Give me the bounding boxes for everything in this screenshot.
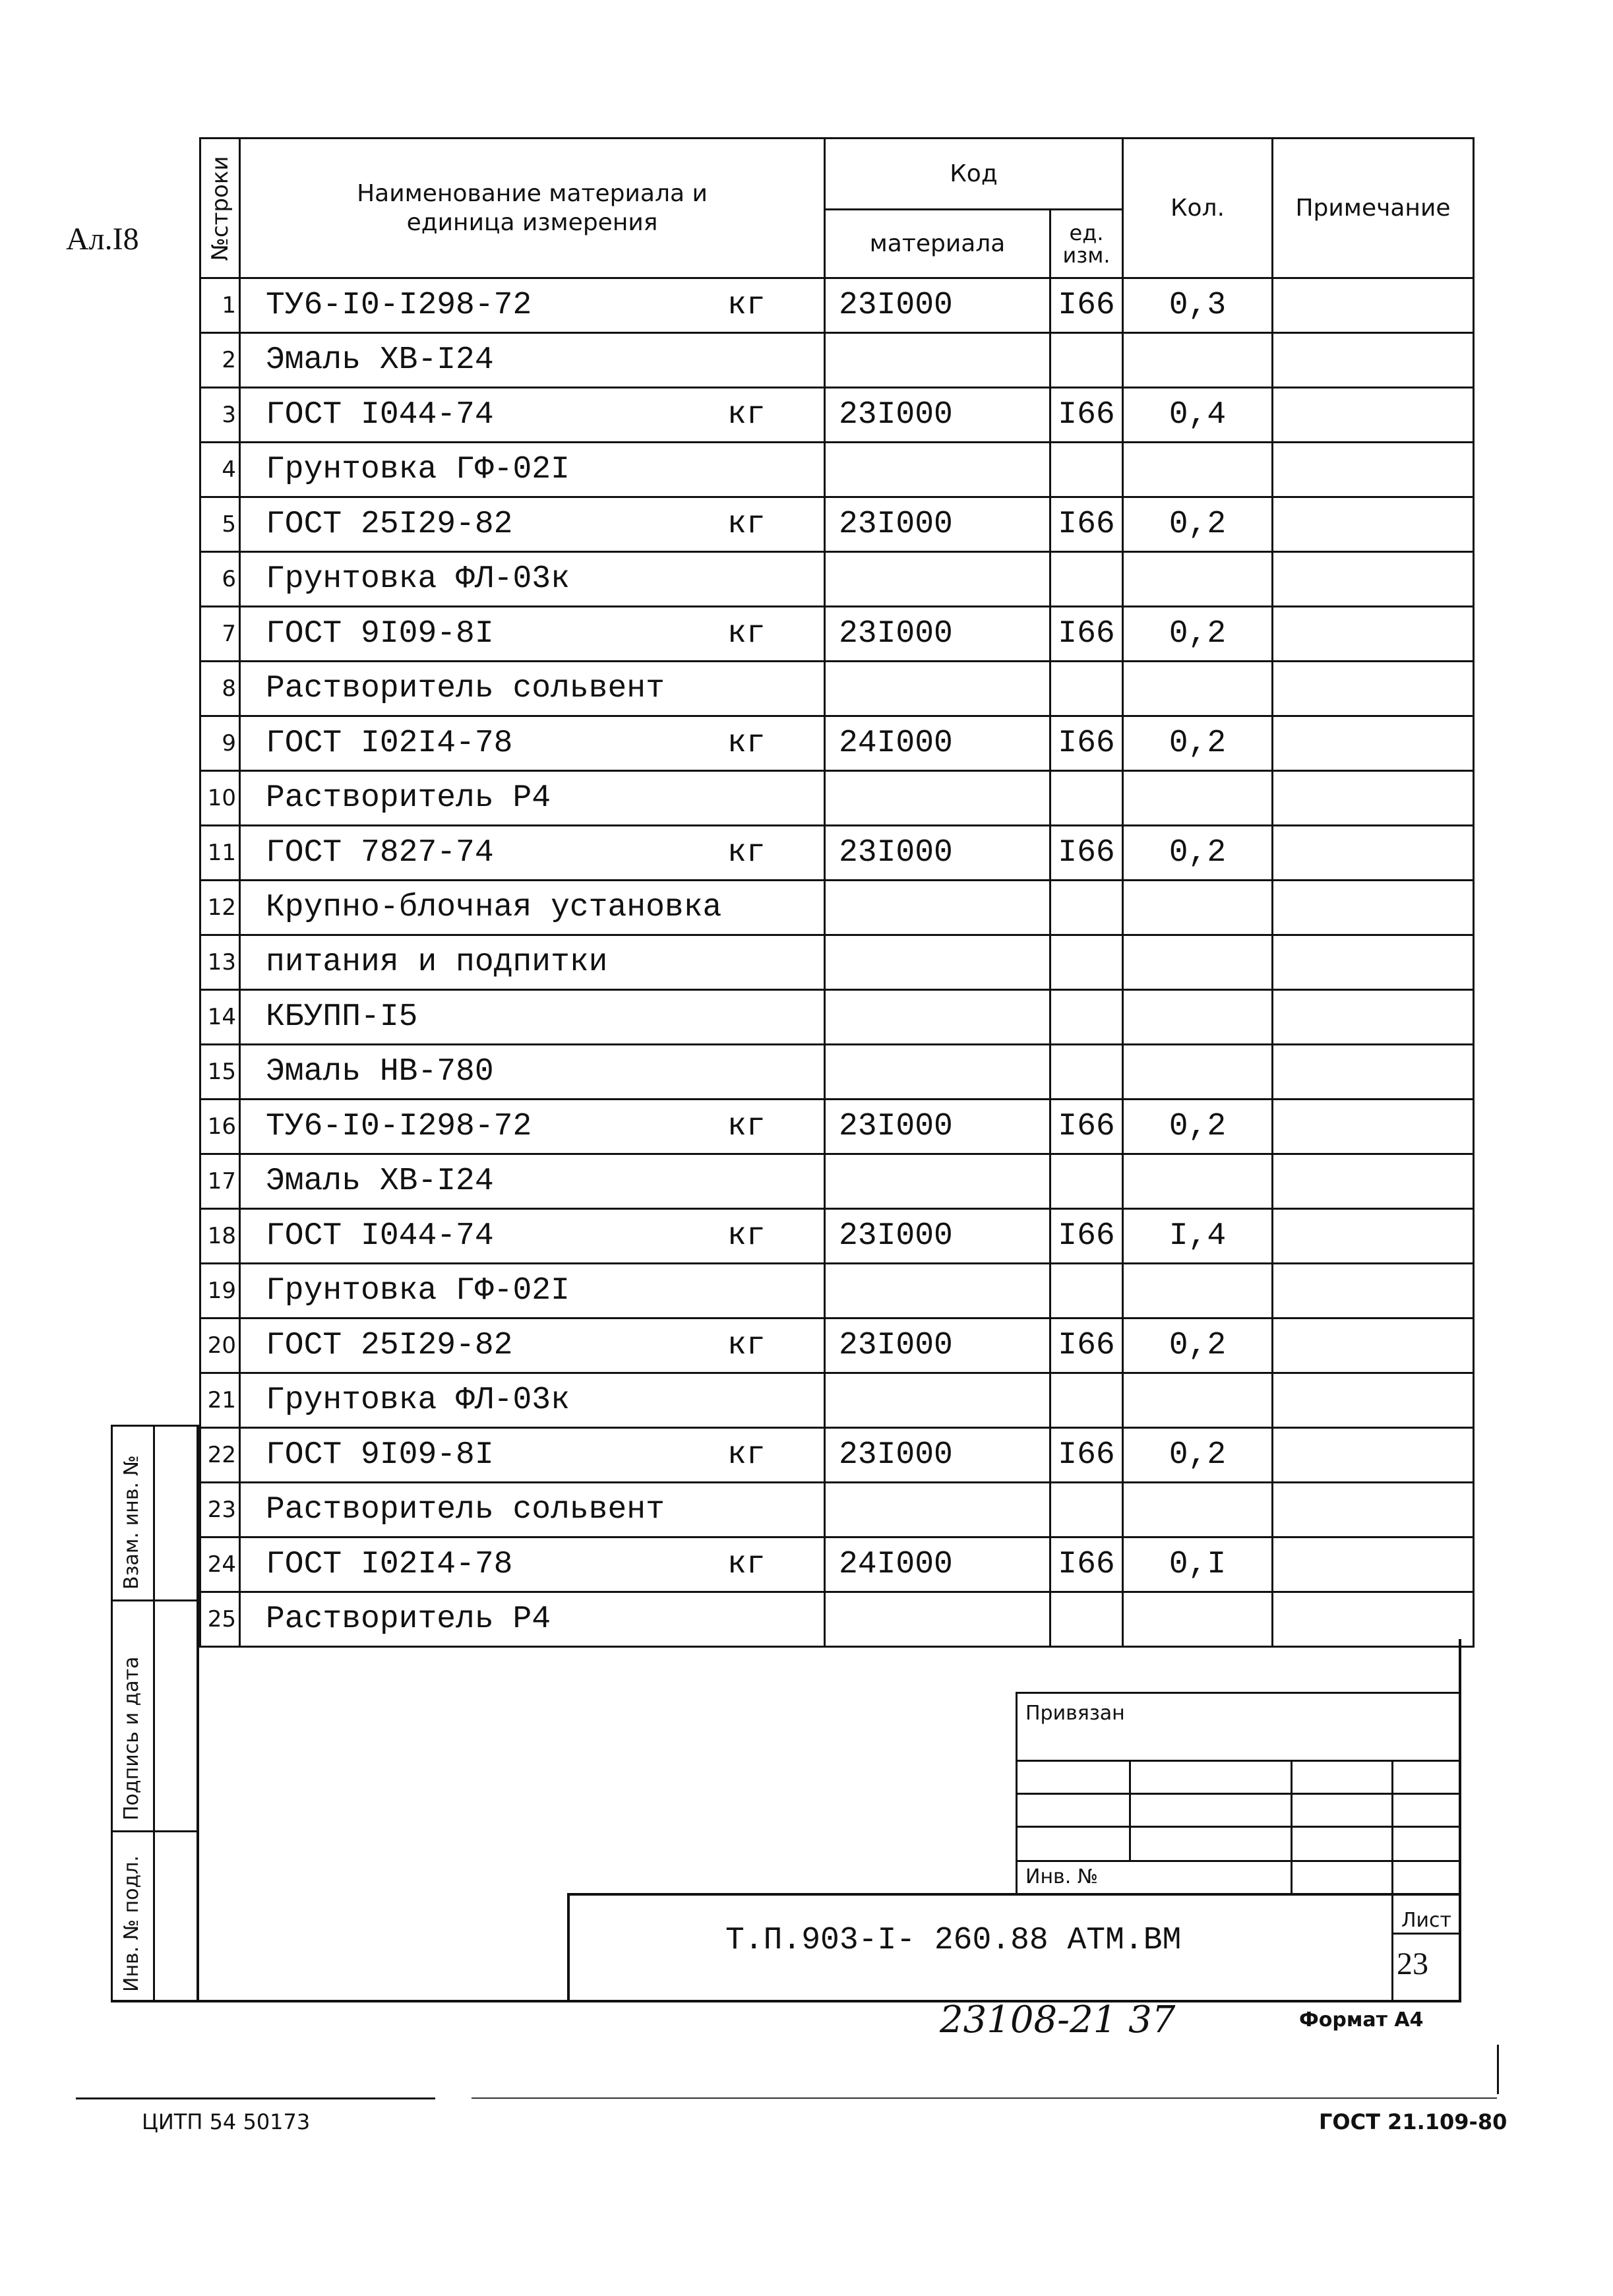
material-name-cell — [240, 1428, 825, 1483]
row-number-cell: 1 — [200, 278, 240, 333]
material-name: ТУ6-I0-I298-72 — [266, 1109, 532, 1144]
table-row — [200, 1537, 1474, 1592]
note-cell — [1273, 1264, 1474, 1319]
quantity-cell: I,4 — [1123, 1209, 1273, 1264]
material-code-cell — [825, 443, 1050, 497]
note-cell — [1273, 1428, 1474, 1483]
material-code-cell — [825, 333, 1050, 388]
table-row — [200, 1100, 1474, 1154]
material-name: Растворитель сольвент — [266, 671, 665, 706]
quantity-cell: 0,3 — [1123, 278, 1273, 333]
row-number-cell: 15 — [200, 1045, 240, 1100]
unit-code-cell — [1050, 881, 1123, 935]
note-cell — [1273, 1100, 1474, 1154]
material-name: Грунтовка ФЛ-03к — [266, 1382, 570, 1418]
material-name: ГОСТ 7827-74 — [266, 835, 494, 871]
unit-code-cell — [1050, 771, 1123, 826]
material-name-cell — [240, 552, 825, 607]
row-number-cell: 6 — [200, 552, 240, 607]
header-quantity: Кол. — [1123, 139, 1273, 278]
row-number-cell: 18 — [200, 1209, 240, 1264]
title-block-left — [567, 1893, 570, 2002]
row-number-cell: 9 — [200, 716, 240, 771]
unit-name: кг — [727, 397, 766, 433]
table-row — [200, 716, 1474, 771]
header-row-number-label: №строки — [206, 156, 233, 261]
material-name-cell — [240, 935, 825, 990]
quantity-cell — [1123, 1045, 1273, 1100]
material-name-cell — [240, 1373, 825, 1428]
unit-code-cell: I66 — [1050, 278, 1123, 333]
table-row — [200, 388, 1474, 443]
material-name-cell — [240, 278, 825, 333]
document-code: Т.П.903-I- 260.88 АТМ.ВМ — [725, 1923, 1182, 1958]
material-name-cell — [240, 1483, 825, 1537]
table-row — [200, 662, 1474, 716]
material-code-cell — [825, 881, 1050, 935]
title-block-sheet-divider — [1391, 1893, 1393, 2002]
table-row — [200, 278, 1474, 333]
inv-number-label: Инв. № — [1025, 1865, 1099, 1888]
material-name-cell — [240, 1154, 825, 1209]
row-number-cell: 8 — [200, 662, 240, 716]
material-code-cell — [825, 990, 1050, 1045]
table-row — [200, 826, 1474, 881]
header-row-number — [200, 139, 240, 278]
note-cell — [1273, 662, 1474, 716]
material-name: ТУ6-I0-I298-72 — [266, 288, 532, 323]
material-code-cell: 23I000 — [825, 1209, 1050, 1264]
privyazan-label: Привязан — [1025, 1702, 1125, 1725]
table-row — [200, 497, 1474, 552]
material-name-cell — [240, 607, 825, 662]
row-number-cell: 25 — [200, 1592, 240, 1647]
material-name: Грунтовка ГФ-02I — [266, 1273, 570, 1309]
material-name: Грунтовка ФЛ-03к — [266, 561, 570, 597]
privyazan-vline-3 — [1391, 1760, 1393, 1893]
table-row — [200, 1319, 1474, 1373]
quantity-cell — [1123, 552, 1273, 607]
material-name-cell — [240, 990, 825, 1045]
unit-code-cell — [1050, 443, 1123, 497]
material-name: Эмаль НВ-780 — [266, 1054, 494, 1090]
row-number-cell: 12 — [200, 881, 240, 935]
unit-name: кг — [727, 835, 766, 871]
gost-mark: ГОСТ 21.109-80 — [1319, 2109, 1507, 2134]
material-code-cell: 23I000 — [825, 497, 1050, 552]
material-name-cell — [240, 826, 825, 881]
material-name: КБУПП-I5 — [266, 999, 418, 1035]
title-block-top — [567, 1893, 1461, 1896]
material-code-cell — [825, 1483, 1050, 1537]
material-code-cell — [825, 1264, 1050, 1319]
row-number-cell: 13 — [200, 935, 240, 990]
unit-code-cell — [1050, 935, 1123, 990]
note-cell — [1273, 1592, 1474, 1647]
material-name: Эмаль ХВ-I24 — [266, 1164, 494, 1199]
material-code-cell — [825, 552, 1050, 607]
unit-code-cell — [1050, 552, 1123, 607]
material-name-cell — [240, 1100, 825, 1154]
table-row — [200, 1373, 1474, 1428]
material-code-cell: 23I000 — [825, 607, 1050, 662]
unit-name: кг — [727, 507, 766, 542]
title-block-sheet-hline — [1391, 1933, 1461, 1935]
quantity-cell — [1123, 443, 1273, 497]
material-name: ГОСТ I044-74 — [266, 1218, 494, 1254]
note-cell — [1273, 990, 1474, 1045]
note-cell — [1273, 881, 1474, 935]
material-code-cell: 23I000 — [825, 1319, 1050, 1373]
material-name-cell — [240, 1537, 825, 1592]
note-cell — [1273, 278, 1474, 333]
row-number-cell: 11 — [200, 826, 240, 881]
unit-code-cell: I66 — [1050, 1100, 1123, 1154]
side-stamp-border-top — [111, 1425, 198, 1427]
unit-code-cell — [1050, 1045, 1123, 1100]
material-name: Растворитель Р4 — [266, 780, 551, 816]
material-name: Растворитель сольвент — [266, 1492, 665, 1528]
row-number-cell: 19 — [200, 1264, 240, 1319]
unit-code-cell: I66 — [1050, 388, 1123, 443]
note-cell — [1273, 333, 1474, 388]
note-cell — [1273, 1045, 1474, 1100]
privyazan-divider-2 — [1016, 1793, 1461, 1795]
privyazan-divider-3 — [1016, 1826, 1461, 1828]
material-name-cell — [240, 333, 825, 388]
material-name: ГОСТ 9I09-8I — [266, 616, 494, 652]
material-name: ГОСТ I02I4-78 — [266, 1547, 513, 1582]
material-name-cell — [240, 771, 825, 826]
table-row — [200, 1592, 1474, 1647]
quantity-cell — [1123, 333, 1273, 388]
table-row — [200, 1154, 1474, 1209]
quantity-cell: 0,2 — [1123, 1319, 1273, 1373]
side-stamp-divider-2 — [111, 1830, 198, 1832]
note-cell — [1273, 771, 1474, 826]
side-stamp-podpis-data: Подпись и дата — [120, 1656, 143, 1820]
row-number-cell: 4 — [200, 443, 240, 497]
note-cell — [1273, 935, 1474, 990]
material-name-cell — [240, 497, 825, 552]
unit-code-cell: I66 — [1050, 1319, 1123, 1373]
unit-code-cell — [1050, 333, 1123, 388]
row-number-cell: 22 — [200, 1428, 240, 1483]
unit-code-cell: I66 — [1050, 607, 1123, 662]
quantity-cell — [1123, 990, 1273, 1045]
unit-name: кг — [727, 1437, 766, 1473]
material-name: Растворитель Р4 — [266, 1601, 551, 1637]
material-name-cell — [240, 1319, 825, 1373]
table-row — [200, 1428, 1474, 1483]
quantity-cell — [1123, 771, 1273, 826]
header-unit-code-label: ед. изм. — [1062, 220, 1111, 268]
frame-left-line — [197, 1425, 199, 2002]
quantity-cell — [1123, 1264, 1273, 1319]
quantity-cell: 0,2 — [1123, 1100, 1273, 1154]
quantity-cell: 0,2 — [1123, 716, 1273, 771]
material-code-cell — [825, 771, 1050, 826]
unit-code-cell: I66 — [1050, 1537, 1123, 1592]
quantity-cell — [1123, 1373, 1273, 1428]
format-label: Формат А4 — [1299, 2008, 1424, 2032]
table-row — [200, 1264, 1474, 1319]
material-code-cell: 23I000 — [825, 388, 1050, 443]
material-name: ГОСТ I044-74 — [266, 397, 494, 433]
table-row — [200, 935, 1474, 990]
material-code-cell — [825, 935, 1050, 990]
material-name-cell — [240, 388, 825, 443]
table-row — [200, 1045, 1474, 1100]
note-cell — [1273, 552, 1474, 607]
quantity-cell — [1123, 881, 1273, 935]
material-code-cell: 24I000 — [825, 1537, 1050, 1592]
note-cell — [1273, 1319, 1474, 1373]
header-code: Код — [825, 139, 1123, 210]
sheet-number: 23 — [1397, 1946, 1428, 1981]
row-number-cell: 3 — [200, 388, 240, 443]
material-name: Крупно-блочная установка — [266, 890, 722, 925]
unit-code-cell: I66 — [1050, 1209, 1123, 1264]
note-cell — [1273, 716, 1474, 771]
unit-name: кг — [727, 616, 766, 652]
header-unit-code — [1050, 210, 1123, 278]
handwritten-number: 23108-21 37 — [940, 1999, 1176, 2041]
quantity-cell: 0,2 — [1123, 826, 1273, 881]
side-stamp-border-mid — [153, 1425, 155, 2001]
row-number-cell: 5 — [200, 497, 240, 552]
note-cell — [1273, 388, 1474, 443]
note-cell — [1273, 1483, 1474, 1537]
material-code-cell: 23I000 — [825, 278, 1050, 333]
material-name-cell — [240, 1592, 825, 1647]
quantity-cell — [1123, 1154, 1273, 1209]
note-cell — [1273, 1209, 1474, 1264]
quantity-cell: 0,2 — [1123, 607, 1273, 662]
note-cell — [1273, 826, 1474, 881]
row-number-cell: 17 — [200, 1154, 240, 1209]
material-name-cell — [240, 1045, 825, 1100]
row-number-cell: 21 — [200, 1373, 240, 1428]
unit-code-cell: I66 — [1050, 497, 1123, 552]
material-code-cell — [825, 662, 1050, 716]
table-body — [200, 278, 1474, 1647]
unit-code-cell — [1050, 662, 1123, 716]
material-name: Грунтовка ГФ-02I — [266, 452, 570, 487]
material-code-cell — [825, 1045, 1050, 1100]
row-number-cell: 20 — [200, 1319, 240, 1373]
material-name: Эмаль ХВ-I24 — [266, 342, 494, 378]
material-name-cell — [240, 662, 825, 716]
material-name: питания и подпитки — [266, 945, 608, 980]
unit-code-cell: I66 — [1050, 1428, 1123, 1483]
unit-code-cell: I66 — [1050, 826, 1123, 881]
material-code-cell — [825, 1592, 1050, 1647]
material-name-cell — [240, 1264, 825, 1319]
material-code-cell: 23I000 — [825, 1100, 1050, 1154]
note-cell — [1273, 497, 1474, 552]
note-cell — [1273, 1373, 1474, 1428]
material-code-cell — [825, 1154, 1050, 1209]
table-row — [200, 1209, 1474, 1264]
specification-table — [199, 137, 1475, 1648]
note-cell — [1273, 607, 1474, 662]
privyazan-divider-4 — [1016, 1860, 1461, 1862]
unit-code-cell: I66 — [1050, 716, 1123, 771]
footer-right-tick — [1497, 2045, 1499, 2094]
unit-code-cell — [1050, 1264, 1123, 1319]
unit-code-cell — [1050, 1483, 1123, 1537]
note-cell — [1273, 1154, 1474, 1209]
quantity-cell: 0,I — [1123, 1537, 1273, 1592]
note-cell — [1273, 1537, 1474, 1592]
printer-mark: ЦИТП 54 50173 — [142, 2109, 311, 2134]
footer-line-left — [76, 2097, 435, 2099]
sheet-label: Ал.I8 — [66, 222, 139, 257]
note-cell — [1273, 443, 1474, 497]
quantity-cell: 0,2 — [1123, 1428, 1273, 1483]
table-row — [200, 333, 1474, 388]
side-stamp-divider-1 — [111, 1599, 198, 1601]
material-name: ГОСТ 25I29-82 — [266, 1328, 513, 1363]
row-number-cell: 23 — [200, 1483, 240, 1537]
table-row — [200, 443, 1474, 497]
unit-code-cell — [1050, 1373, 1123, 1428]
row-number-cell: 24 — [200, 1537, 240, 1592]
side-stamp-vzam-inv: Взам. инв. № — [120, 1455, 143, 1590]
unit-name: кг — [727, 1109, 766, 1144]
side-stamp-inv-podl: Инв. № подл. — [120, 1855, 143, 1992]
material-name: ГОСТ 9I09-8I — [266, 1437, 494, 1473]
unit-code-cell — [1050, 990, 1123, 1045]
table-row — [200, 607, 1474, 662]
material-code-cell: 23I000 — [825, 1428, 1050, 1483]
material-name-cell — [240, 1209, 825, 1264]
material-code-cell — [825, 1373, 1050, 1428]
material-code-cell: 24I000 — [825, 716, 1050, 771]
row-number-cell: 10 — [200, 771, 240, 826]
material-name-cell — [240, 881, 825, 935]
header-material-code: материала — [825, 210, 1050, 278]
quantity-cell — [1123, 1483, 1273, 1537]
header-name — [240, 139, 825, 278]
privyazan-vline-2 — [1291, 1760, 1293, 1893]
material-name-cell — [240, 716, 825, 771]
quantity-cell — [1123, 1592, 1273, 1647]
unit-name: кг — [727, 1218, 766, 1254]
unit-code-cell — [1050, 1154, 1123, 1209]
footer-line-right — [472, 2097, 1497, 2099]
unit-name: кг — [727, 1547, 766, 1582]
material-name: ГОСТ I02I4-78 — [266, 726, 513, 761]
unit-code-cell — [1050, 1592, 1123, 1647]
material-name: ГОСТ 25I29-82 — [266, 507, 513, 542]
table-row — [200, 552, 1474, 607]
table-row — [200, 881, 1474, 935]
privyazan-vline-1 — [1129, 1760, 1131, 1860]
material-code-cell: 23I000 — [825, 826, 1050, 881]
quantity-cell — [1123, 662, 1273, 716]
header-note: Примечание — [1273, 139, 1474, 278]
unit-name: кг — [727, 288, 766, 323]
quantity-cell: 0,2 — [1123, 497, 1273, 552]
row-number-cell: 7 — [200, 607, 240, 662]
quantity-cell: 0,4 — [1123, 388, 1273, 443]
quantity-cell — [1123, 935, 1273, 990]
side-stamp-border-left — [111, 1425, 113, 2001]
sheet-word: Лист — [1401, 1909, 1452, 1932]
row-number-cell: 14 — [200, 990, 240, 1045]
privyazan-top — [1016, 1692, 1461, 1694]
privyazan-divider-1 — [1016, 1760, 1461, 1762]
material-name-cell — [240, 443, 825, 497]
table-row — [200, 1483, 1474, 1537]
header-name-label: Наименование материала и единица измерения — [357, 179, 708, 236]
table-row — [200, 990, 1474, 1045]
table-row — [200, 771, 1474, 826]
row-number-cell: 2 — [200, 333, 240, 388]
unit-name: кг — [727, 726, 766, 761]
row-number-cell: 16 — [200, 1100, 240, 1154]
unit-name: кг — [727, 1328, 766, 1363]
frame-bottom-line — [111, 2000, 1461, 2002]
